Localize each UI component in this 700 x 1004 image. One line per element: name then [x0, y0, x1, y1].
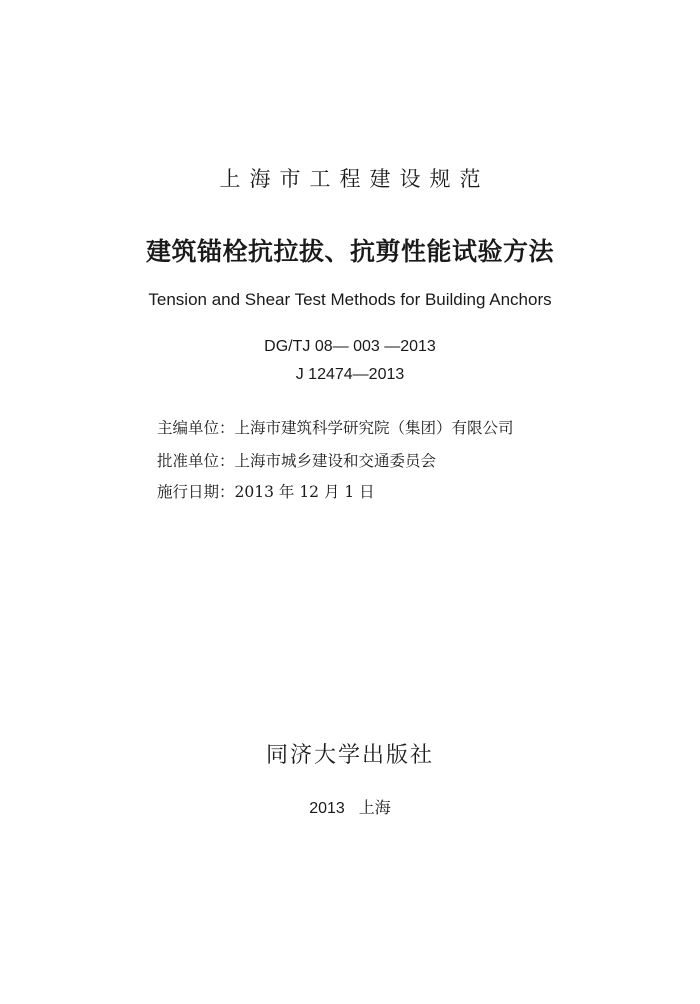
imprint [0, 795, 700, 818]
chief-editor-line [157, 416, 514, 438]
publisher-name: 同济大学出版社 [265, 743, 434, 768]
effective-date-line [157, 480, 375, 502]
effective-date-label: 施行日期： [157, 483, 235, 501]
standard-series: 上海市工程建设规范 [219, 167, 490, 191]
record-number: J 12474—2013 [295, 366, 405, 383]
imprint-year: 2013 [309, 800, 345, 817]
approver-line [157, 449, 436, 471]
approver-value: 上海市城乡建设和交通委员会 [234, 452, 437, 470]
standard-number: DG/TJ 08— 003 —2013 [264, 338, 436, 355]
chief-editor-value: 上海市建筑科学研究院（集团）有限公司 [234, 419, 514, 437]
imprint-city: 上海 [358, 800, 391, 817]
chief-editor-label: 主编单位： [157, 419, 235, 437]
effective-date-value: 2013 年 12 月 1 日 [234, 483, 375, 501]
document-title-english: Tension and Shear Test Methods for Building Anchors [148, 290, 552, 309]
approver-label: 批准单位： [157, 452, 235, 470]
document-title-chinese: 建筑锚栓抗拉拔、抗剪性能试验方法 [145, 237, 554, 266]
